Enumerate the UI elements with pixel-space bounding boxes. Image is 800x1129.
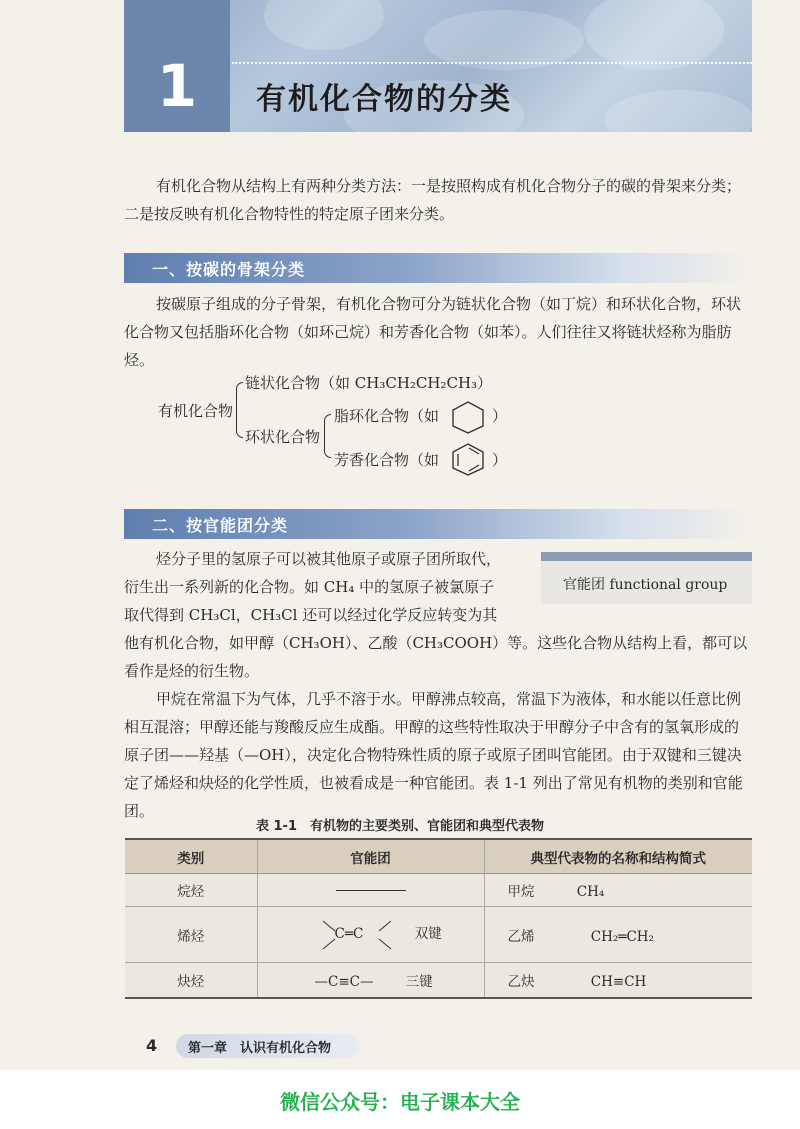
section-heading-2: 二、按官能团分类: [124, 509, 752, 539]
tree-close-paren-2: ）: [492, 451, 508, 469]
rep-formula: CH≡CH: [590, 973, 647, 990]
rep-formula: CH₂═CH₂: [590, 928, 654, 945]
chapter-number: 1: [156, 52, 198, 120]
section2-paragraph1-top: 烃分子里的氢原子可以被其他原子或原子团所取代， 衍生出一系列新的化合物。如 CH₄ 中的氢原子被氯原子 取代得到 CH₃Cl，CH₃Cl 还可以经过化学反应转变为其: [124, 550, 502, 624]
rep-name: 乙烯: [507, 928, 535, 945]
tree-aromatic: 芳香化合物（如: [334, 451, 440, 469]
wechat-watermark: 微信公众号：电子课本大全: [280, 1090, 520, 1114]
sidebox-term: 官能团 functional group: [563, 577, 728, 593]
cyclohexane-structure: [450, 400, 486, 434]
column-header: 典型代表物的名称和结构简式: [484, 839, 752, 874]
representative-cell: [484, 874, 752, 907]
group-name: 双键: [414, 926, 442, 942]
group-name: 三键: [405, 973, 433, 990]
no-group-dash: [336, 890, 406, 891]
rep-name: 乙炔: [507, 973, 535, 990]
section2-paragraph2: 甲烷在常温下为气体，几乎不溶于水。甲醇沸点较高，常温下为液体，和水能以任意比例相互混溶；甲醇还能与羧酸反应生成酯。甲醇的这些特性取决于甲醇分子中含有的氢氧形成的原子团——羟基（—OH），决定化合物特殊性质的原子或原子团叫官能团。由于双键和三键决定了烯烃和炔烃的化学性质，也被看成是一种官能团。表 1-1 列出了常见有机物的类别和官能团。: [124, 690, 743, 820]
sidebox-topbar: [541, 552, 752, 561]
table-row: [125, 907, 752, 963]
rep-name: 甲烷: [507, 884, 535, 900]
group-cell: [257, 907, 484, 963]
tree-root: 有机化合物: [158, 402, 234, 420]
chapter-pill: [176, 1034, 360, 1058]
page-number: 4: [146, 1036, 158, 1055]
table-caption: 表 1-1 有机物的主要类别、官能团和典型代表物: [255, 819, 544, 834]
double-bond-formula: C═C: [334, 925, 364, 942]
column-header: 官能团: [257, 839, 484, 874]
representative-cell: [484, 963, 752, 998]
group-formula: —C≡C—: [314, 973, 374, 990]
benzene-structure: [450, 442, 486, 476]
rep-formula: CH₄: [576, 884, 605, 900]
section2-paragraph1-rest: 他有机化合物，如甲醇（CH₃OH）、乙酸（CH₃COOH）等。这些化合物从结构上看，都可以看作是烃的衍生物。: [124, 634, 748, 680]
column-header: 类别: [125, 839, 257, 874]
tree-chain: 链状化合物（如 CH₃CH₂CH₂CH₃）: [245, 374, 493, 392]
intro-paragraph: 有机化合物从结构上有两种分类方法：一是按照构成有机化合物分子的碳的骨架来分类；二是按反映有机化合物特性的特定原子团来分类。: [124, 177, 742, 223]
glossary-sidebox: [541, 552, 752, 604]
category-cell: 烷烃: [125, 874, 257, 907]
table-row: [125, 963, 752, 998]
table-row: [125, 874, 752, 907]
representative-cell: [484, 907, 752, 963]
tree-brace-root: [236, 382, 243, 438]
page-title: 有机化合物的分类: [256, 82, 512, 117]
dotted-divider: [232, 62, 752, 64]
section1-paragraph: 按碳原子组成的分子骨架，有机化合物可分为链状化合物（如丁烷）和环状化合物，环状化合物又包括脂环化合物（如环己烷）和芳香化合物（如苯）。人们往往又将链状烃称为脂肪烃。: [124, 295, 742, 369]
group-cell: [257, 874, 484, 907]
section-heading-1: 一、按碳的骨架分类: [124, 253, 752, 283]
category-cell: 烯烃: [125, 907, 257, 963]
chapter-label: 第一章 认识有机化合物: [188, 1041, 332, 1056]
double-bond-structure: [317, 915, 397, 955]
category-cell: 炔烃: [125, 963, 257, 998]
tree-cyclic: 环状化合物: [245, 428, 321, 446]
group-cell: [257, 963, 484, 998]
organic-classes-table: [125, 838, 752, 999]
tree-brace-cyclic: [324, 414, 331, 458]
table-header-row: [125, 839, 752, 874]
tree-alicyclic: 脂环化合物（如: [334, 407, 440, 425]
tree-close-paren-1: ）: [492, 407, 508, 425]
